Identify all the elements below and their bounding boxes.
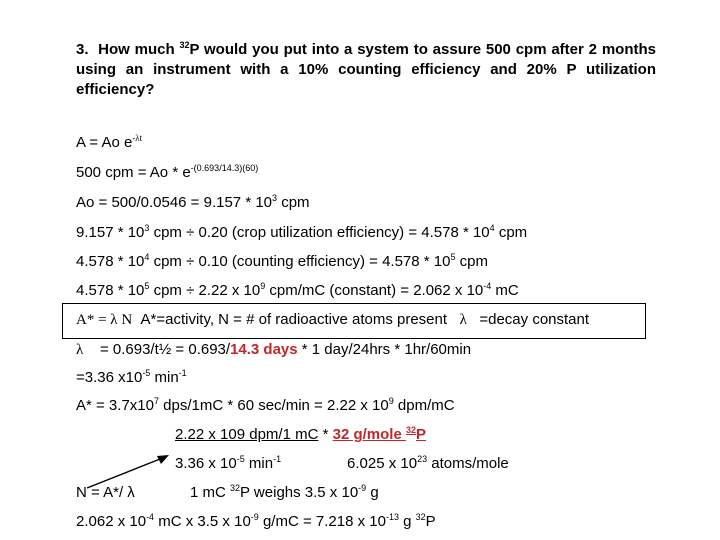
equation-final: 2.062 x $10^{-4}$ mC x 3.5 x $10^{-9}$ g/mC = 7.218 x $10^{-13}$ g $^{32}$P xyxy=(76,512,436,530)
equation-crop-efficiency: $9.157 * 10^3$ cpm ÷ 0.20 (crop utilization efficiency) = $4.578 * 10^4$ cpm xyxy=(76,223,528,241)
equation-activity: $A* = 3.7x10^7$ dps/1mC * 60 sec/min = 2.22 x $10^9$ dpm/mC xyxy=(76,396,455,414)
equation-counting-efficiency: $4.578 * 10^4$ cpm ÷ 0.10 (counting efficiency) = $4.578 * 10^5$ cpm xyxy=(76,252,489,270)
fraction-denominator: 3.36 x $10^{-5}$ $\min^{-1}$ xyxy=(175,454,282,472)
equation-ao: $Ao = 500/0.0546 = 9.157 * 10^3$ cpm xyxy=(76,193,310,211)
equation-mc-constant: $4.578 * 10^5$ cpm ÷ 2.22 x $10^9$ cpm/mC (constant) = 2.062 x $10^{-4}$ mC xyxy=(76,281,519,299)
equation-n: N = A*/ λ xyxy=(76,484,135,501)
fraction-numerator: 2.22 x 109 dpm/1 mC * 32 g/mole $^{32}$P xyxy=(175,425,426,443)
equation-decay: A = Ao $e^{-\lambda t}$ xyxy=(76,133,143,151)
equation-500cpm: 500 cpm = Ao * $e^{-(0.693/14.3)(60)}$ xyxy=(76,163,259,181)
avogadro-term: 6.025 x $10^{23}$ atoms/mole xyxy=(347,454,509,472)
equation-lambda-value: =3.36 $x10^{-5}$ $\min^{-1}$ xyxy=(76,368,187,386)
question-text: 3. How much $^{32}$P would you put into a system to assure 500 cpm after 2 months using an instrument with a 10% counting efficiency and 20% P utilization efficiency? xyxy=(76,40,656,98)
equation-lambda: λ = 0.693/t½ = 0.693/14.3 days * 1 day/24hrs * 1hr/60min xyxy=(76,341,472,358)
mc-weight: 1 mC $^{32}$P weighs 3.5 x $10^{-9}$ g xyxy=(190,483,379,501)
definition-activity: A* = λ N A*=activity, N = # of radioactive atoms present λ =decay constant xyxy=(76,311,590,328)
